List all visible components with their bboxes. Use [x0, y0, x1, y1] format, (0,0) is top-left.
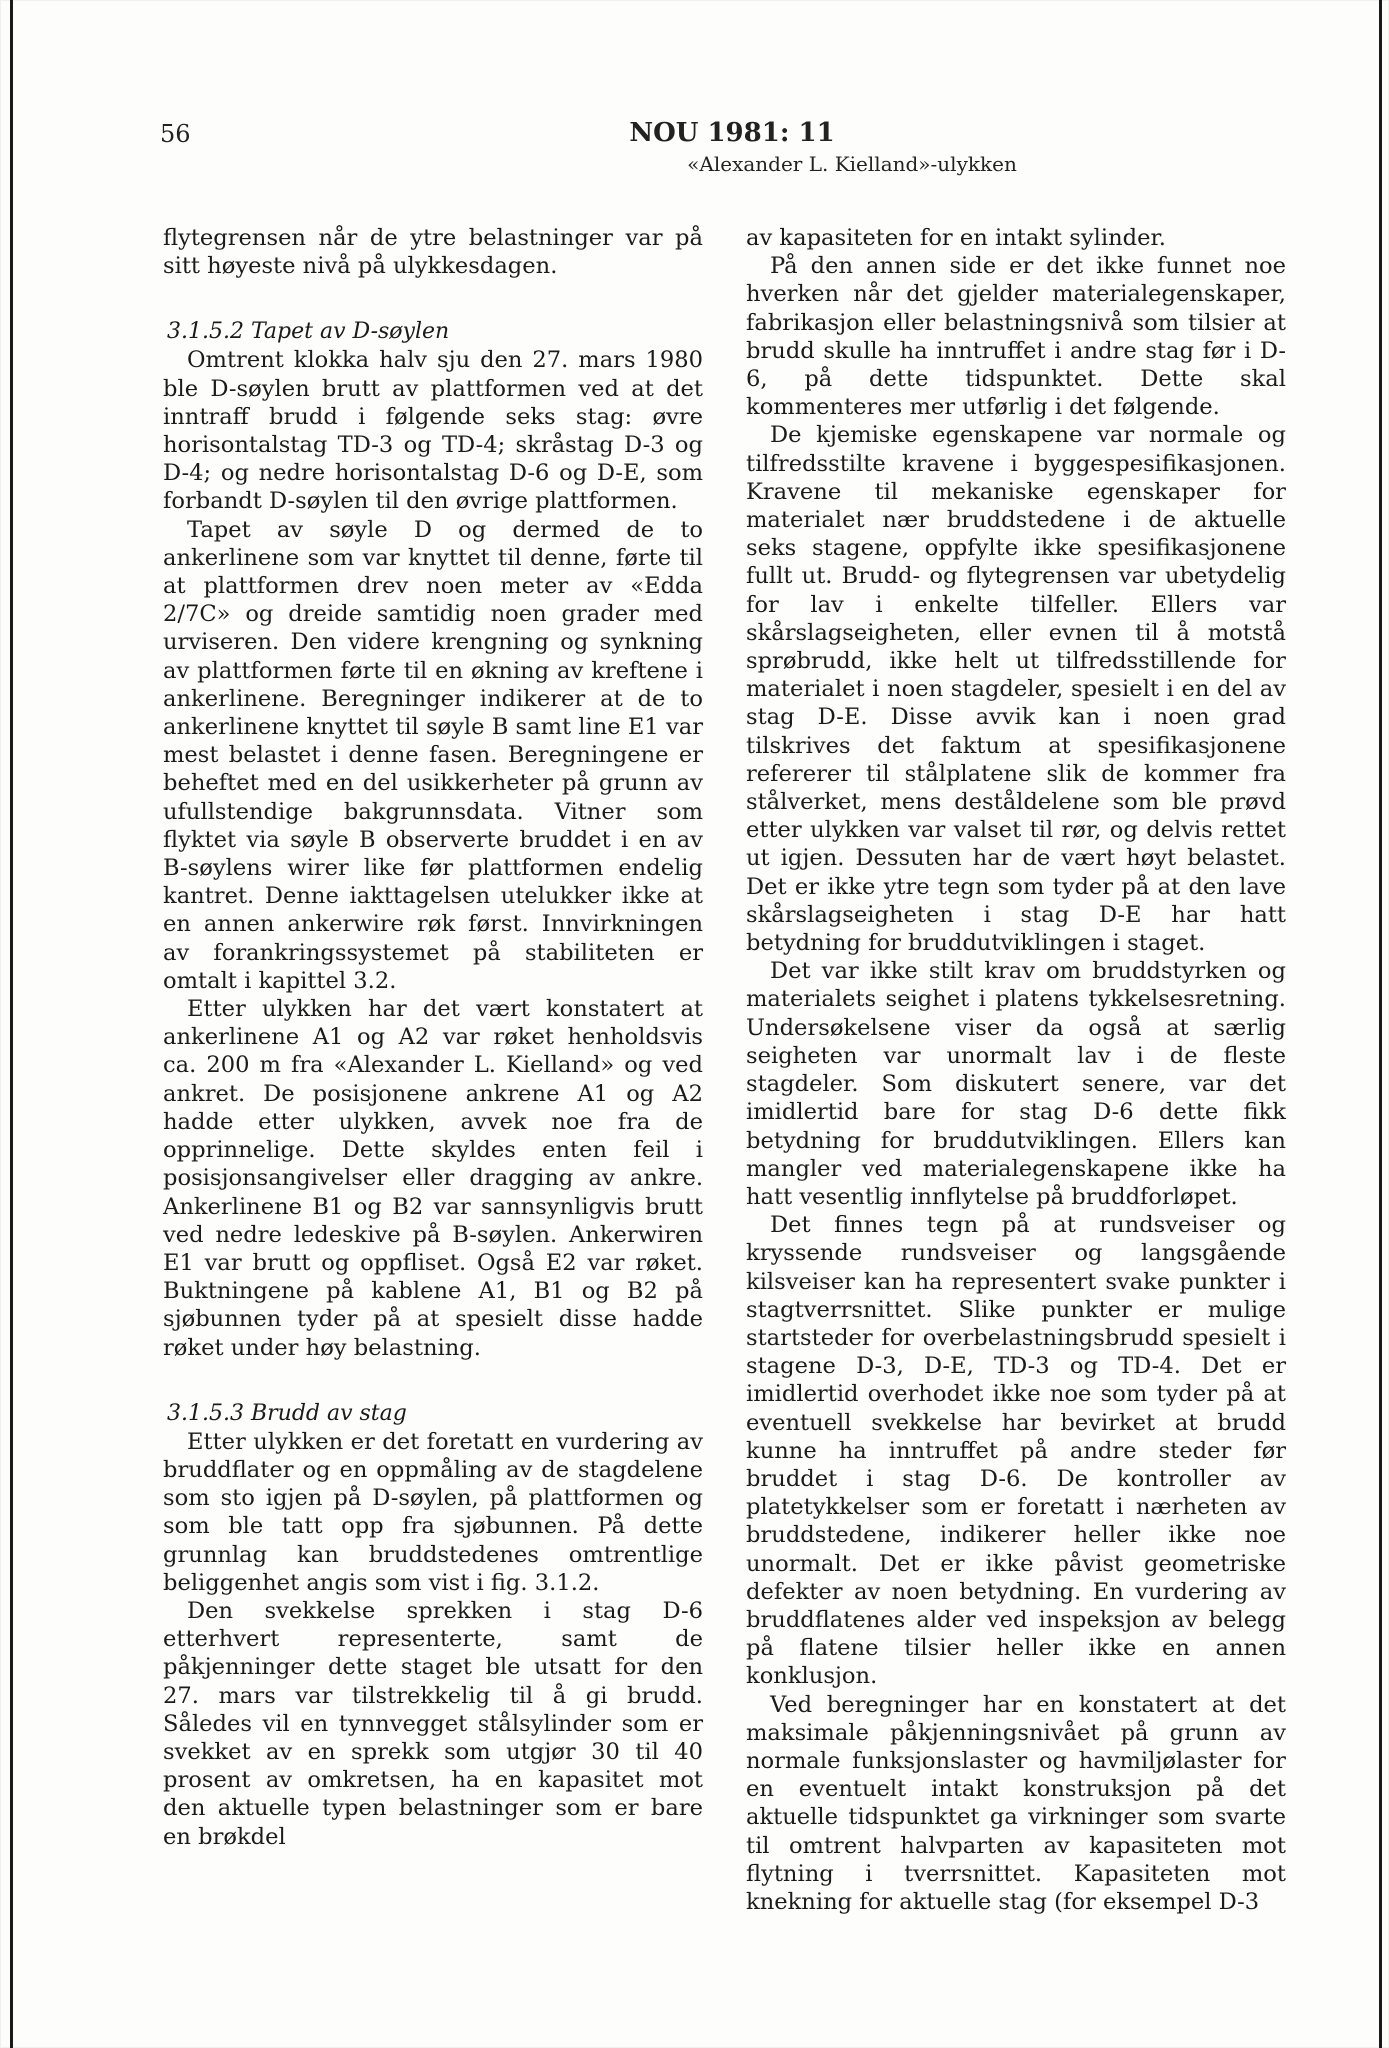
- section-heading: 3.1.5.2 Tapet av D-søylen: [167, 319, 450, 345]
- page-number: 56: [160, 120, 191, 148]
- scan-edge-left: [10, 0, 13, 2048]
- paragraph: Det var ikke stilt krav om bruddstyrken og materialets seighet i platens tykkelsesretning. Undersøkelsene viser da også at særlig seigheten var unormalt lav i de fleste stagdeler. Som diskutert senere, var det imidlertid bare for stag D-6 dette fikk betydning for bruddutviklingen. Ellers kan mangler ved materialegenskapene ikke ha hatt vesentlig innflytelse på bruddforløpet.: [746, 958, 1286, 1210]
- paragraph: flytegrensen når de ytre belastninger var på sitt høyeste nivå på ulykkesdagen.: [163, 225, 703, 280]
- paragraph: Ved beregninger har en konstatert at det maksimale påkjenningsnivået på grunn av normale funksjonslaster og havmiljølaster for en eventuelt intakt konstruksjon på det aktuelle tidspunktet ga virkninger som svarte til omtrent halvparten av kapasiteten mot flytning i tverrsnittet. Kapasiteten mot knekning for aktuelle stag (for eksempel D-3: [746, 1691, 1286, 1915]
- right-column: [746, 224, 1286, 1916]
- report-title: NOU 1981: 11: [629, 118, 835, 148]
- paragraph: Etter ulykken har det vært konstatert at ankerlinene A1 og A2 var røket henholdsvis ca. 200 m fra «Alexander L. Kielland» og ved ankret. De posisjonene ankrene A1 og A2 hadde etter ulykken, avvek noe fra de opprinnelige. Dette skyldes enten feil i posisjonsangivelser eller dragging av ankre. Ankerlinene B1 og B2 var sannsynligvis brutt ved nedre ledeskive på B-søylen. Ankerwiren E1 var brutt og oppfliset. Også E2 var røket. Buktningene på kablene A1, B1 og B2 på sjøbunnen tyder på at spesielt disse hadde røket under høy belastning.: [163, 996, 703, 1361]
- paragraph: Tapet av søyle D og dermed de to ankerlinene som var knyttet til denne, førte til at plattformen drev noen meter av «Edda 2/7C» og dreide samtidig noen grader med urviseren. Den videre krengning og synkning av plattformen førte til en økning av kreftene i ankerlinene. Beregninger indikerer at de to ankerlinene knyttet til søyle B samt line E1 var mest belastet i denne fasen. Beregningene er beheftet med en del usikkerheter på grunn av ufullstendige bakgrunnsdata. Vitner som flyktet via søyle B observerte bruddet i en av B-søylens wirer like før plattformen endelig kantret. Denne iakttagelsen utelukker ikke at en annen ankerwire røk først. Innvirkningen av forankringssystemet på stabiliteten er omtalt i kapittel 3.2.: [163, 516, 703, 994]
- paragraph: Omtrent klokka halv sju den 27. mars 1980 ble D-søylen brutt av plattformen ved at det inntraff brudd i følgende seks stag: øvre horisontalstag TD-3 og TD-4; skråstag D-3 og D-4; og nedre horisontalstag D-6 og D-E, som forbandt D-søylen til den øvrige plattformen.: [163, 347, 703, 515]
- paragraph: På den annen side er det ikke funnet noe hverken når det gjelder materialegenskaper, fabrikasjon eller belastningsnivå som tilsier at brudd skulle ha inntruffet i andre stag før i D-6, på dette tidspunktet. Dette skal kommenteres mer utførlig i det følgende.: [746, 253, 1286, 421]
- left-column: [163, 224, 703, 1851]
- paragraph: De kjemiske egenskapene var normale og tilfredsstilte kravene i byggespesifikasjonen. Kravene til mekaniske egenskaper for materialet nær bruddstedene i de aktuelle seks stagene, oppfylte ikke spesifikasjonene fullt ut. Brudd- og flytegrensen var ubetydelig for lav i enkelte tilfeller. Ellers var skårslagseigheten, eller evnen til å motstå sprøbrudd, ikke helt ut tilfredsstillende for materialet i noen stagdeler, spesielt i en del av stag D-E. Disse avvik kan i noen grad tilskrives det faktum at spesifikasjonene refererer til stålplatene slik de kommer fra stålverket, mens deståldelene som ble prøvd etter ulykken var valset til rør, og delvis rettet ut igjen. Dessuten har de vært høyt belastet. Det er ikke ytre tegn som tyder på at den lave skårslagseigheten i stag D-E har hatt betydning for bruddutviklingen i staget.: [746, 422, 1286, 957]
- paragraph: Den svekkelse sprekken i stag D-6 etterhvert representerte, samt de påkjenninger dette staget ble utsatt for den 27. mars var tilstrekkelig til å gi brudd. Således vil en tynnvegget stålsylinder som er svekket av en sprekk som utgjør 30 til 40 prosent av omkretsen, ha en kapasitet mot den aktuelle typen belastninger som er bare en brøkdel: [163, 1597, 703, 1850]
- scan-edge-right: [1379, 0, 1382, 2048]
- section-heading: 3.1.5.3 Brudd av stag: [167, 1400, 407, 1426]
- paragraph: Etter ulykken er det foretatt en vurdering av bruddflater og en oppmåling av de stagdelene som sto igjen på D-søylen, på plattformen og som ble tatt opp fra sjøbunnen. På dette grunnlag kan bruddstedenes omtrentlige beliggenhet angis som vist i fig. 3.1.2.: [163, 1428, 703, 1596]
- paragraph: av kapasiteten for en intakt sylinder.: [746, 225, 1166, 251]
- running-header: [0, 118, 1389, 176]
- report-subtitle: «Alexander L. Kielland»-ulykken: [687, 152, 1017, 176]
- paragraph: Det finnes tegn på at rundsveiser og kryssende rundsveiser og langsgående kilsveiser kan ha representert svake punkter i stagtverrsnittet. Slike punkter er mulige startsteder for overbelastningsbrudd spesielt i stagene D-3, D-E, TD-3 og TD-4. Det er imidlertid overhodet ikke noe som tyder på at eventuell svekkelse har bevirket at brudd kunne ha inntruffet på andre steder før bruddet i stag D-6. De kontroller av platetykkelser som er foretatt i nærheten av bruddstedene, indikerer heller ikke noe unormalt. Det er ikke påvist geometriske defekter av noen betydning. En vurdering av bruddflatenes alder ved inspeksjon av belegg på flatene tilsier heller ikke en annen konklusjon.: [746, 1212, 1286, 1690]
